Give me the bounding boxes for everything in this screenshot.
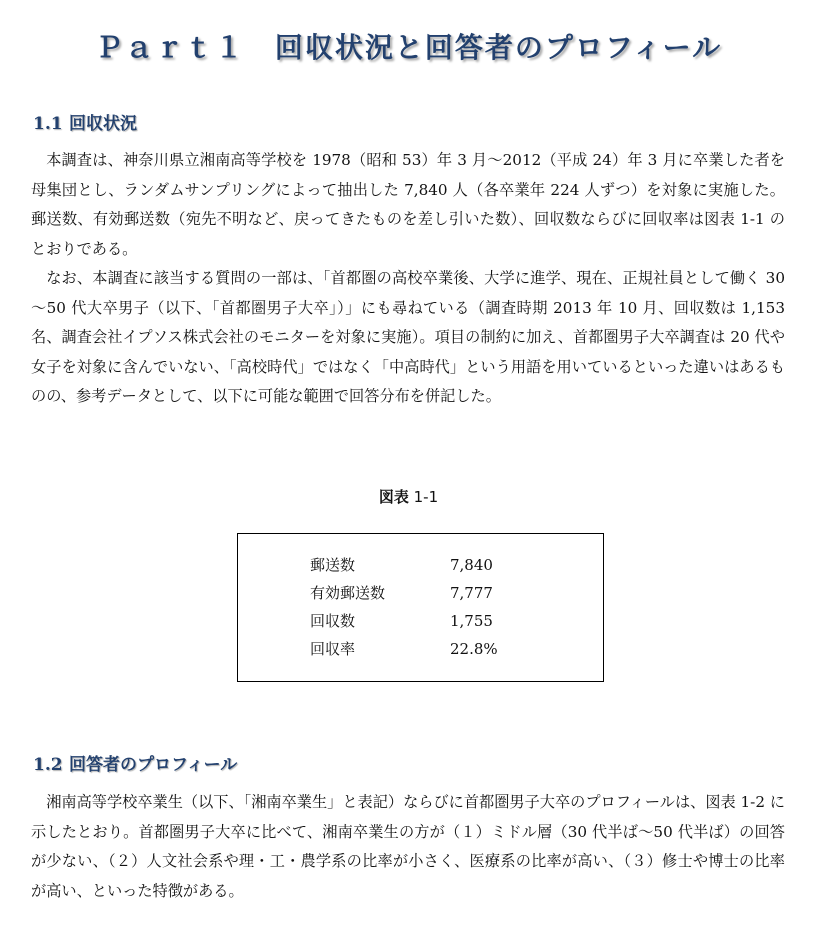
section-number: 1.1 bbox=[33, 114, 63, 134]
figure-row-label: 回収数 bbox=[310, 612, 356, 630]
paragraph-respondent-profile: 湘南高等学校卒業生（以下、「湘南卒業生」と表記）ならびに首都圏男子大卒のプロフィールは、図表 1-2 に示したとおり。首都圏男子大卒に比べて、湘南卒業生の方が（１）ミドル層（30 代半ば～50 代半ば）の回答が少ない、（２）人文社会系や理・工・農学系の比率が小さく、医療系の比率が高い、（３）修士や博士の比率が高い、といった特徴がある。 bbox=[31, 793, 785, 900]
figure-row bbox=[310, 579, 493, 607]
section-number: 1.2 bbox=[33, 755, 63, 775]
paragraph-collection-status-2: なお、本調査に該当する質問の一部は、「首都圏の高校卒業後、大学に進学、現在、正規社員として働く 30～50 代大卒男子（以下、「首都圏男子大卒」）」にも尋ねている（調査時期 2013 年 10 月、回収数は 1,153 名、調査会社イプソス株式会社のモニターを対象に実施）。項目の制約に加え、首都圏男子大卒調査は 20 代や女子を対象に含んでいない、「高校時代」ではなく「中高時代」という用語を用いているといった違いはあるものの、参考データとして、以下に可能な範囲で回答分布を併記した。 bbox=[31, 269, 785, 405]
figure-table-1-1 bbox=[237, 533, 604, 682]
paragraph-collection-status-1: 本調査は、神奈川県立湘南高等学校を 1978（昭和 53）年 3 月～2012（平成 24）年 3 月に卒業した者を母集団とし、ランダムサンプリングによって抽出した 7,840 人（各卒業年 224 人ずつ）を対象に実施した。郵送数、有効郵送数（宛先不明など、戻ってきたものを差し引いた数）、回収数ならびに回収率は図表 1-1 のとおりである。 bbox=[31, 151, 785, 258]
page-title: Ｐａｒｔ１ 回収状況と回答者のプロフィール bbox=[94, 31, 723, 64]
figure-row-value: 7,840 bbox=[450, 556, 493, 574]
figure-caption bbox=[0, 486, 817, 507]
section-title: 回答者のプロフィール bbox=[69, 755, 238, 775]
figure-caption-number: 1-1 bbox=[413, 488, 439, 506]
figure-caption-label: 図表 bbox=[378, 488, 409, 506]
figure-row-value: 1,755 bbox=[450, 612, 493, 630]
figure-row-label: 郵送数 bbox=[310, 556, 356, 574]
figure-row bbox=[310, 635, 498, 663]
figure-row-label: 有効郵送数 bbox=[310, 584, 386, 602]
figure-row bbox=[310, 551, 493, 579]
figure-row-label: 回収率 bbox=[310, 640, 356, 658]
section-title: 回収状況 bbox=[69, 114, 137, 134]
figure-row-value: 7,777 bbox=[450, 584, 493, 602]
section-heading-1-1 bbox=[33, 109, 137, 134]
figure-row-value: 22.8% bbox=[450, 640, 498, 658]
figure-row bbox=[310, 607, 493, 635]
section-heading-1-2 bbox=[33, 750, 237, 775]
